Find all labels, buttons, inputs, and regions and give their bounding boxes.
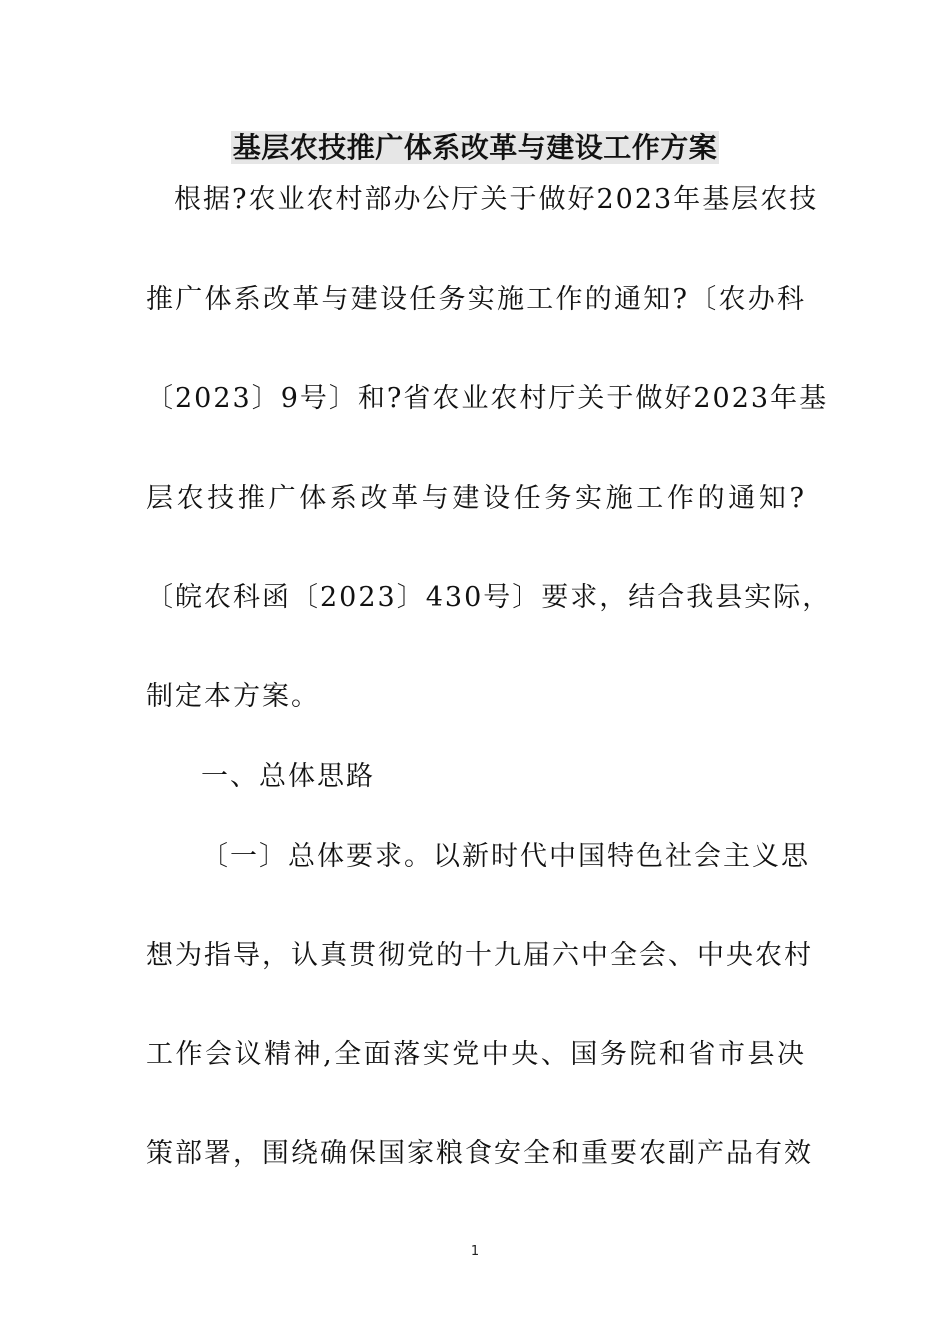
paragraph-line-8: 〔一〕总体要求。以新时代中国特色社会主义思 (201, 841, 810, 872)
section-heading: 一、总体思路 (201, 761, 375, 792)
page-number: 1 (470, 1244, 480, 1259)
paragraph-line-10: 工作会议精神,全面落实党中央、国务院和省市县决 (146, 1039, 806, 1070)
paragraph-line-9: 想为指导，认真贯彻党的十九届六中全会、中央农村 (146, 940, 813, 971)
paragraph-line-6: 制定本方案。 (146, 681, 320, 712)
document-title-text: 基层农技推广体系改革与建设工作方案 (232, 131, 718, 164)
paragraph-line-3: 〔2023〕9号〕和?省农业农村厅关于做好2023年基 (146, 383, 829, 414)
paragraph-line-11: 策部署，围绕确保国家粮食安全和重要农副产品有效 (146, 1138, 813, 1169)
paragraph-line-4: 层农技推广体系改革与建设任务实施工作的通知? (146, 483, 806, 514)
document-title (0, 128, 950, 168)
paragraph-line-1: 根据?农业农村部办公厅关于做好2023年基层农技 (174, 184, 819, 215)
paragraph-line-2: 推广体系改革与建设任务实施工作的通知?〔农办科 (146, 284, 806, 315)
paragraph-line-5: 〔皖农科函〔2023〕430号〕要求，结合我县实际， (146, 582, 832, 613)
